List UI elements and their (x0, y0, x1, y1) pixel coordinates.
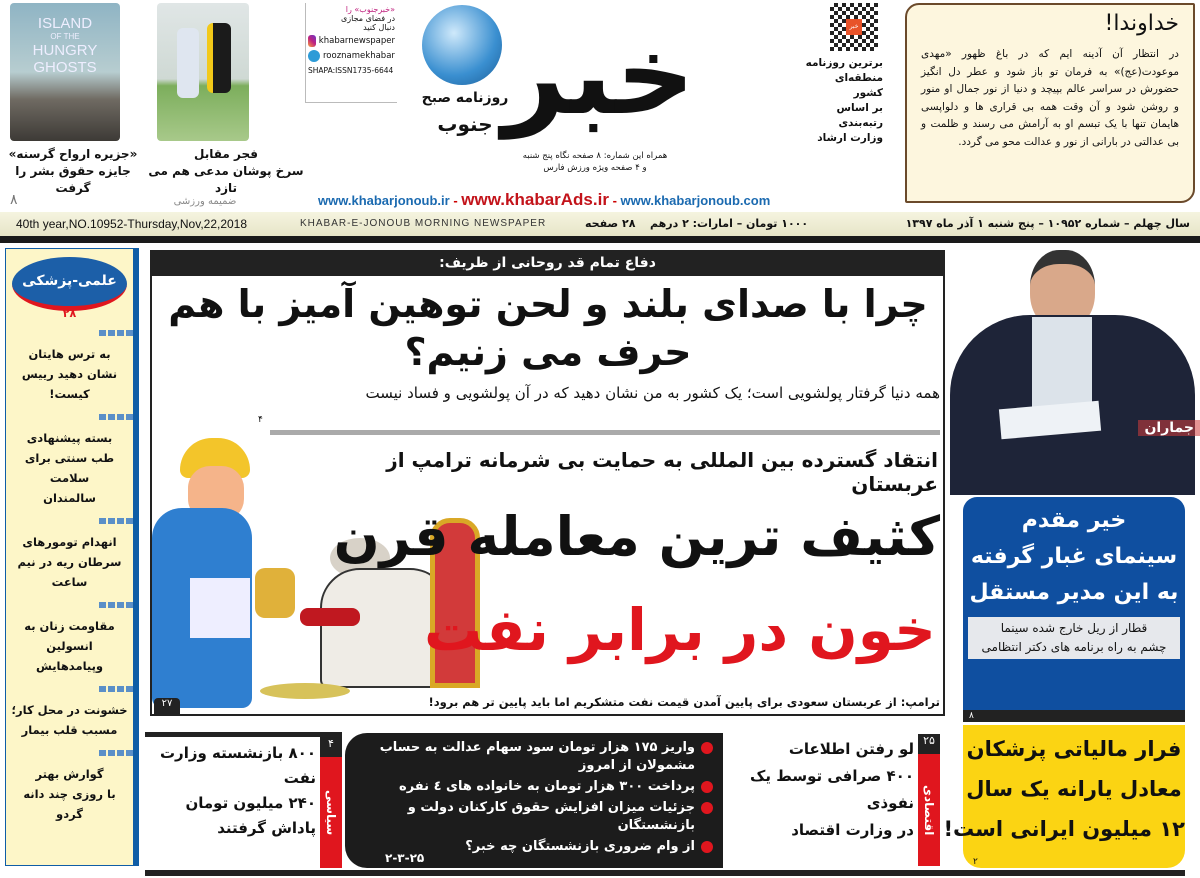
politics-line: ۸۰۰ بازنشسته وزارت نفت (159, 744, 316, 787)
bullet-icon (701, 841, 713, 853)
divider-dots (6, 686, 133, 692)
item-line: نشان دهید رییس کیست! (21, 367, 118, 401)
teaser-line: جایزه حقوق بشر را گرفت (15, 164, 131, 195)
divider-dots (6, 414, 133, 420)
cinema-headline-line: سینمای غبار گرفته (970, 544, 1178, 569)
social-box (305, 3, 397, 103)
bullet-item[interactable] (353, 778, 713, 796)
bullet-text: از وام ضروری بازنشستگان چه خبر؟ (465, 839, 695, 854)
tax-page: ۲ (973, 857, 978, 867)
tax-story-box[interactable] (943, 725, 1185, 868)
newspaper-name-en: KHABAR-E-JONOUB MORNING NEWSPAPER (300, 218, 547, 229)
left-column-item[interactable] (10, 700, 129, 740)
persian-date: سال چهلم – شماره ۱۰۹۵۲ – پنج شنبه ۱ آذر ماه ۱۳۹۷ (905, 217, 1190, 230)
ranking-line: منطقه‌ای کشور (834, 72, 883, 99)
economy-page: ۲۵ (918, 734, 940, 754)
prayer-body: در انتظار آن آدینه ایم که در باغ ظهور «مهدی موعودت(عج)» به فرمان تو باز شود و عطر دل انگیز حضورش در سراسر عالم بپیچد و دنیا از نور جمال او منور و روشن شود و آن وقت همه بی قراری ها و دلواپسی هایمان تنها با یک تبسم او به آرامش می رسند و ظلمت و بی عدالتی در بارانی از نور و عدالت محو می گردد. (921, 48, 1179, 148)
book-title-line: OF THE (50, 32, 80, 41)
politics-line: ۲۴۰ میلیون تومان (185, 794, 316, 812)
tax-headline-line: معادل یارانه یک سال (966, 777, 1182, 801)
qr-code[interactable] (830, 3, 878, 51)
soccer-photo (157, 3, 249, 141)
book-title-line: ISLAND (37, 15, 93, 32)
teaser-line: فجر مقابل (194, 147, 258, 161)
left-column-item[interactable] (10, 532, 129, 592)
url-link[interactable]: www.khabarjonoub.ir (318, 193, 450, 208)
book-cover-image (10, 3, 120, 141)
bullet-item[interactable] (353, 799, 713, 835)
book-title-line: HUNGRY (32, 42, 98, 59)
url-separator: - (449, 193, 462, 208)
tax-headline-line: فرار مالیاتی پزشکان (966, 737, 1182, 761)
divider-dots (6, 602, 133, 608)
divider-dots (6, 750, 133, 756)
logo-subtitle: جنوب (437, 112, 493, 136)
story2-headline[interactable]: کثیف ترین معامله قرن (333, 505, 940, 568)
issn: SHAPA:ISSN1735-6644 (308, 66, 394, 75)
url-link[interactable]: www.khabarjonoub.com (620, 193, 771, 208)
sports-supplement-label: ضمیمه ورزشی (173, 196, 237, 207)
left-column-item[interactable] (10, 428, 129, 508)
teaser-line: سرخ پوشان مدعی هم می تازد (148, 164, 304, 195)
instagram-icon (308, 35, 316, 47)
price: ۱۰۰۰ تومان – امارات: ۲ درهم (650, 217, 809, 230)
item-line: مقاومت زنان به انسولین (24, 619, 115, 653)
bullet-text: جزئیات میزان افزایش حقوق کارکنان دولت و بازنشستگان (407, 800, 695, 833)
teaser-line: «جزیره ارواح گرسنه» (8, 147, 138, 161)
bullet-icon (701, 802, 713, 814)
economy-tab: اقتصادی (918, 754, 940, 866)
ranking-line: رتبه‌بندی (838, 117, 883, 129)
divider-dots (6, 330, 133, 336)
instagram-handle: khabarnewspaper (318, 36, 395, 46)
politics-tab: سیاسی (320, 757, 342, 868)
ranking-note (805, 56, 883, 146)
economic-bullets-box (345, 733, 723, 868)
tax-headline-line: ۱۲ میلیون ایرانی است! (943, 817, 1185, 841)
item-line: خشونت در محل کار؛ (11, 703, 128, 717)
cinema-subline: قطار از ریل خارج شده سینما (1000, 621, 1148, 635)
cinema-page: ۸ (963, 710, 1185, 722)
bullets-pages: ۲-۳-۲۵ (385, 851, 425, 865)
supplement-line: همراه این شماره: ۸ صفحه نگاه پنج شنبه (522, 151, 668, 161)
bullet-icon (701, 742, 713, 754)
section-page: ۲۸ (62, 307, 77, 320)
telegram-icon (308, 50, 320, 62)
teaser-page-number: ۸ (10, 192, 18, 208)
ranking-line: وزارت ارشاد (817, 132, 883, 144)
globe-icon (422, 5, 502, 85)
logo-text: خبر (502, 11, 695, 139)
politics-page: ۴ (320, 737, 342, 757)
date-bar (0, 212, 1200, 236)
section-badge[interactable]: علمی-پزشکی (12, 257, 127, 311)
url-link[interactable]: www.khabarAds.ir (461, 190, 609, 209)
economy-box[interactable] (730, 734, 940, 868)
item-line: سرطان ریه در نیم ساعت (17, 555, 122, 589)
telegram-handle: rooznamekhabar (323, 51, 395, 61)
main-kicker: دفاع تمام قد روحانی از ظریف: (150, 250, 945, 276)
ranking-line: بر اساس (836, 102, 883, 114)
cinema-story-box[interactable] (963, 497, 1185, 721)
politics-box[interactable] (145, 732, 342, 868)
divider-dots (6, 518, 133, 524)
science-medical-column (5, 248, 139, 866)
left-column-item[interactable] (10, 616, 129, 676)
left-column-item[interactable] (10, 344, 129, 404)
masthead-logo[interactable] (400, 0, 700, 190)
economy-line: در وزارت اقتصاد (791, 821, 914, 839)
url-separator: - (608, 193, 621, 208)
social-intro: در فضای مجازی (341, 14, 395, 23)
story2-caption: ترامپ: از عربستان سعودی برای پایین آمدن قیمت نفت متشکریم اما باید پایین تر هم برود! (428, 695, 940, 709)
item-line: گوارش بهتر (35, 767, 104, 781)
instagram-link[interactable] (308, 35, 395, 47)
teaser-soccer[interactable] (148, 146, 304, 197)
subhead-page: ۴ (258, 415, 263, 425)
main-headline[interactable]: چرا با صدای بلند و لحن توهین آمیز با هم حرف می زنیم؟ (168, 282, 928, 374)
social-intro: دنبال کنید (363, 23, 395, 32)
item-line: انهدام تومورهای (22, 535, 117, 549)
item-line: بسته پیشنهادی (26, 431, 113, 445)
photo-watermark: جماران (1138, 420, 1200, 436)
cinema-headline-line: خیر مقدم (1021, 508, 1127, 533)
official-photo (950, 245, 1200, 495)
bullet-text: واریز ۱۷۵ هزار تومان سود سهام عدالت به حساب مشمولان از امروز (379, 740, 695, 773)
cinema-subline: چشم به راه برنامه های دکتر انتظامی (981, 640, 1167, 654)
item-line: وپیامدهایش (35, 659, 104, 673)
bottom-rule (145, 870, 1185, 876)
url-line (318, 190, 918, 210)
supplement-line: و ۴ صفحه ویژه ورزش فارس (543, 163, 647, 173)
logo-tagline: روزنامه صبح (421, 90, 509, 106)
telegram-link[interactable] (308, 50, 395, 62)
economy-line: ۴۰۰ صرافی توسط یک نفوذی (750, 767, 914, 812)
politics-line: پاداش گرفتند (217, 819, 316, 837)
item-line: به ترس هایتان (28, 347, 111, 361)
english-date: 40th year,NO.10952-Thursday,Nov,22,2018 (16, 217, 248, 231)
bullet-text: پرداخت ۳۰۰ هزار تومان به خانواده های ٤ نفره (399, 779, 695, 794)
teaser-book[interactable] (0, 146, 146, 197)
divider (0, 236, 1200, 243)
bullet-icon (701, 781, 713, 793)
story2-kicker[interactable]: انتقاد گسترده بین المللی به حمایت بی شرمانه ترامپ از عربستان (386, 448, 938, 496)
item-line: با روزی چند دانه گردو (23, 787, 116, 821)
prayer-title: خداوندا! (1104, 11, 1179, 36)
bullet-item[interactable] (353, 739, 713, 775)
supplement-note (500, 150, 690, 174)
item-line: سالمندان (43, 491, 96, 505)
economy-line: لو رفتن اطلاعات (788, 740, 914, 758)
story2-red-headline[interactable]: خون در برابر نفت (424, 596, 936, 664)
item-line: طب سنتی برای سلامت (24, 451, 115, 485)
ranking-line: برترین روزنامه (805, 57, 883, 69)
social-intro: «خبرجنوب» را (345, 5, 395, 14)
item-line: مسبب قلب بیمار (21, 723, 118, 737)
cinema-headline-line: به این مدیر مستقل (969, 580, 1179, 605)
book-title-line: GHOSTS (33, 59, 97, 76)
page-count: ۲۸ صفحه (585, 217, 636, 230)
main-subhead: همه دنیا گرفتار پولشویی است؛ یک کشور به من نشان دهید که در آن پولشویی و فساد نیست (365, 384, 940, 402)
prayer-box (905, 3, 1195, 203)
left-column-item[interactable] (10, 764, 129, 824)
qr-badge: خبر (846, 19, 862, 35)
story2-page: ۲۷ (154, 698, 180, 714)
